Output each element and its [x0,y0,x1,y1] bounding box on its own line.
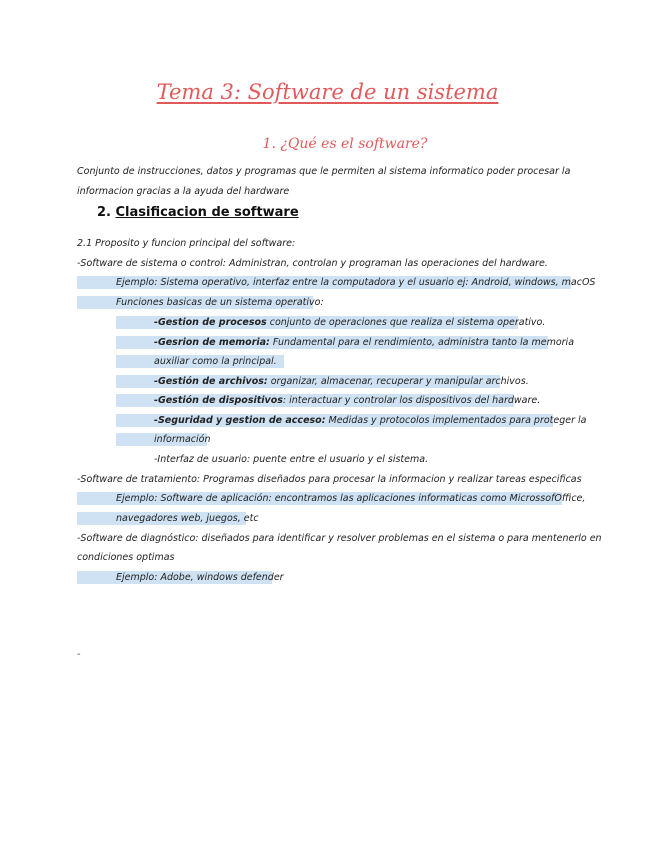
os-function-memory: -Gesrion de memoria: Fundamental para el rendimiento, administra tanto la memoria [116,336,548,349]
document-title: Tema 3: Software de un sistema [156,80,499,104]
section-2-title: Clasificacion de software [115,205,299,220]
os-functions-heading: Funciones basicas de un sistema operativo: [77,296,313,309]
os-function-security-cont: información [116,433,207,446]
os-function-security: -Seguridad y gestion de acceso: Medidas y protocolos implementados para proteger la [116,414,553,427]
processing-software-intro: -Software de tratamiento: Programas diseñados para procesar la informacion y realizar tareas especificas [77,474,582,485]
diagnostic-software-example: Ejemplo: Adobe, windows defender [77,571,272,584]
section-1-body-line-2: informacion gracias a la ayuda del hardware [77,186,290,197]
diagnostic-software-intro-1: -Software de diagnóstico: diseñados para identificar y resolver problemas en el sistema o para mentenerlo en [77,533,602,544]
subsection-2-1: 2.1 Proposito y funcion principal del software: [77,238,296,249]
os-function-files: -Gestión de archivos: organizar, almacenar, recuperar y manipular archivos. [116,375,500,388]
processing-software-example-1: Ejemplo: Software de aplicación: encontramos las aplicaciones informaticas como MicrossofOffice, [77,492,562,505]
os-function-processes: -Gestion de procesos conjunto de operaciones que realiza el sistema operativo. [116,316,518,329]
section-1-body-line-1: Conjunto de instrucciones, datos y programas que le permiten al sistema informatico poder procesar la [77,166,571,177]
section-2-number: 2. [97,205,111,220]
os-function-memory-cont: auxiliar como la principal. [116,355,284,368]
processing-software-example-2: navegadores web, juegos, etc [77,512,246,525]
stray-dash: - [77,649,81,660]
system-software-example: Ejemplo: Sistema operativo, interfaz entre la computadora y el usuario ej: Android, windows, macOS [77,276,571,289]
os-function-devices: -Gestión de dispositivos: interactuar y controlar los dispositivos del hardware. [116,394,514,407]
system-software-intro: -Software de sistema o control: Administran, controlan y programan las operaciones del hardware. [77,258,548,269]
os-function-ui: -Interfaz de usuario: puente entre el usuario y el sistema. [154,454,429,465]
section-2-heading [97,205,299,220]
diagnostic-software-intro-2: condiciones optimas [77,552,175,563]
section-1-heading: 1. ¿Qué es el software? [262,136,428,152]
